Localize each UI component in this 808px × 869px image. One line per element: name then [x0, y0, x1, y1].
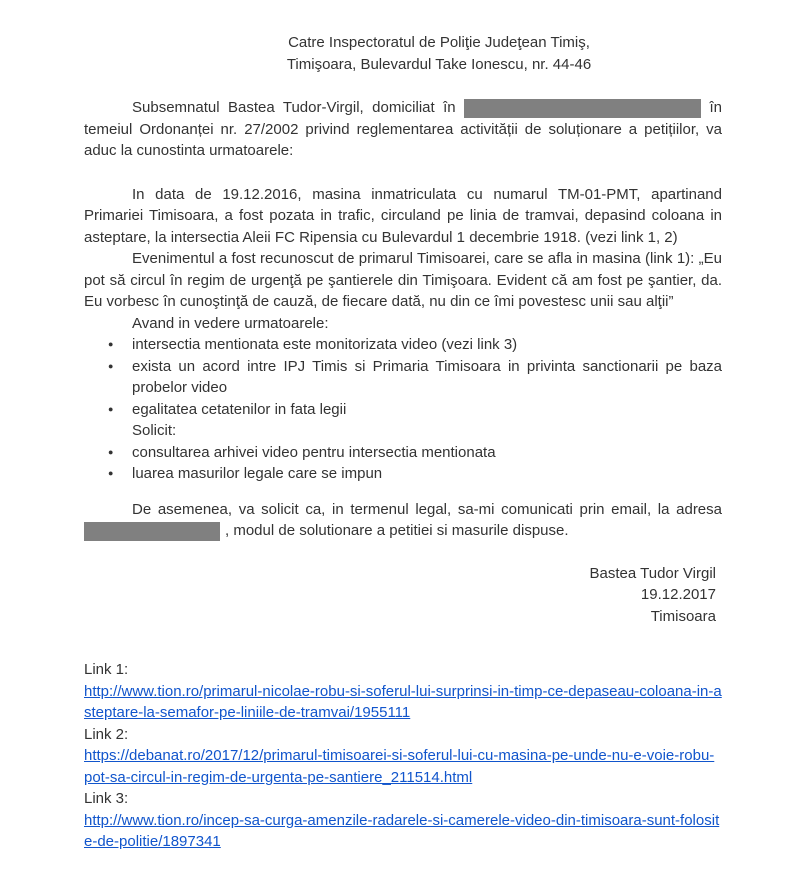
- signature-name: Bastea Tudor Virgil: [589, 564, 716, 582]
- intro-text-before: Subsemnatul Bastea Tudor-Virgil, domiciliat în: [132, 99, 465, 116]
- requests-title: Solicit:: [132, 422, 177, 439]
- list-item: [84, 442, 722, 464]
- consideration-text: ● exista un acord intre IPJ Timis si Primaria Timisoara in privinta sanctionarii pe baza probelor video: [132, 357, 722, 396]
- link-2-url[interactable]: https://debanat.ro/2017/12/primarul-timisoarei-si-soferul-lui-cu-masina-pe-unde-nu-e-voie-robu-pot-sa-circul-in-regim-de-urgenta-pe-santiere_211514.html: [84, 747, 715, 786]
- links-section: [84, 659, 722, 853]
- list-item: [84, 399, 722, 421]
- requests-list: [84, 442, 722, 485]
- redacted-email-address: [84, 522, 220, 541]
- recipient-address-block: [84, 32, 722, 75]
- consideration-text: ● intersectia mentionata este monitorizata video (vezi link 3): [132, 336, 518, 353]
- redacted-home-address: [464, 99, 701, 118]
- closing-paragraph: [84, 499, 722, 542]
- intro-text-after: în temeiul Ordonanței nr. 27/2002 privind reglementarea activității de soluționare a petițiilor, va aduc la cunostinta urmatoarele:: [84, 99, 722, 159]
- request-text: ● luarea masurilor legale care se impun: [132, 465, 383, 482]
- closing-text-before: De asemenea, va solicit ca, in termenul legal, sa-mi comunicati prin email, la adresa: [132, 500, 722, 518]
- signature-date: 19.12.2017: [640, 586, 716, 603]
- recipient-line-1: Catre Inspectoratul de Poliţie Judeţean Timiş,: [288, 34, 590, 51]
- request-text: ● consultarea arhivei video pentru intersectia mentionata: [132, 443, 496, 461]
- list-item: [84, 334, 722, 356]
- link-1-url[interactable]: http://www.tion.ro/primarul-nicolae-robu-si-soferul-lui-surprinsi-in-timp-ce-depaseau-coloana-in-asteptare-la-semafor-pe-liniile-de-tramvai/1955111: [84, 682, 722, 721]
- closing-text-after: , modul de solutionare a petitiei si masurile dispuse.: [225, 522, 569, 539]
- link-3-label: Link 3:: [84, 790, 129, 807]
- list-item: [84, 356, 722, 399]
- signature-city: Timisoara: [650, 607, 716, 625]
- consideration-text: ● egalitatea cetatenilor in fata legii: [132, 400, 347, 418]
- link-1-label: Link 1:: [84, 661, 129, 678]
- list-item: [84, 463, 722, 485]
- recipient-line-2: Timişoara, Bulevardul Take Ionescu, nr. 44-46: [286, 55, 592, 73]
- mayor-quote-paragraph: Evenimentul a fost recunoscut de primarul Timisoarei, care se afla in masina (link 1): „Eu pot să circul în regim de urgenţă pe şantierele din Timişoara. Evident că am fost pe şantier, da. Eu vorbesc în cunoştinţă de cauză, de fiecare dată, nu din ce îmi povestesc unii sau alţii”: [84, 250, 722, 310]
- considerations-list: [84, 334, 722, 420]
- intro-paragraph: [84, 97, 722, 162]
- link-3-url[interactable]: http://www.tion.ro/incep-sa-curga-amenzile-radarele-si-camerele-video-din-timisoara-sunt-folosite-de-politie/1897341: [84, 811, 720, 850]
- signature-block: [84, 563, 722, 628]
- considerations-title: Avand in vedere urmatoarele:: [132, 314, 329, 332]
- link-2-label: Link 2:: [84, 725, 129, 743]
- incident-paragraph: In data de 19.12.2016, masina inmatriculata cu numarul TM-01-PMT, apartinand Primariei Timisoara, a fost pozata in trafic, circuland pe linia de tramvai, depasind coloana in asteptare, la intersectia Aleii FC Ripensia cu Bulevardul 1 decembrie 1918. (vezi link 1, 2): [84, 185, 722, 246]
